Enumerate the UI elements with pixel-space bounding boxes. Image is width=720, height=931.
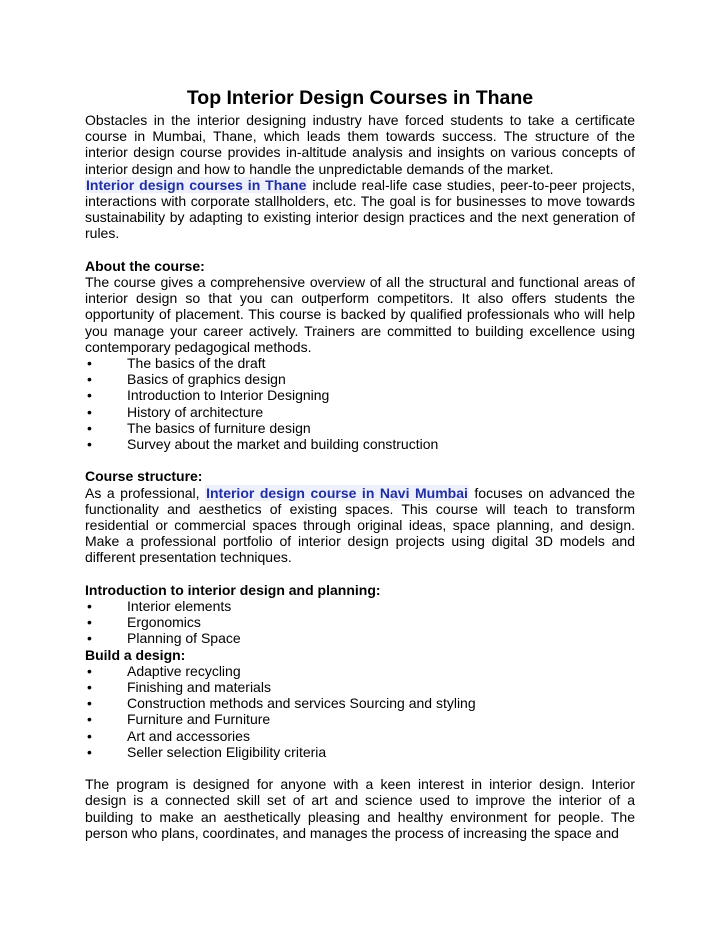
bullet-icon: • <box>87 727 92 744</box>
bullet-icon: • <box>87 743 92 760</box>
about-bullet-list <box>85 355 635 452</box>
structure-heading: Course structure: <box>85 468 203 485</box>
spacer <box>85 242 635 258</box>
bullet-icon: • <box>87 614 92 631</box>
planning-heading: Introduction to interior design and planning: <box>85 581 381 598</box>
thane-course-link[interactable]: Interior design courses in Thane <box>86 176 307 193</box>
bullet-icon: • <box>87 419 92 436</box>
list-item <box>85 436 635 452</box>
about-heading: About the course: <box>85 257 205 274</box>
program-paragraph: The program is designed for anyone with a keen interest in interior design. Interior design is a connected skill set of art and science used to improve the interior of a building to make an aesthetically pleasing and healthy environment for people. The person who plans, coordinates, and manages the process of increasing the space and <box>85 776 635 841</box>
document-page <box>85 86 635 841</box>
page-title: Top Interior Design Courses in Thane <box>186 87 534 109</box>
list-item-text: Planning of Space <box>127 630 241 647</box>
bullet-icon: • <box>87 711 92 728</box>
list-item <box>85 598 635 614</box>
about-paragraph: The course gives a comprehensive overview of all the structural and functional areas of interior design so that you can outperform competitors. It also offers students the opportunity of placement. This course is backed by qualified professionals who will help you manage your career actively. Trainers are committed to building excellence using contemporary pedagogical methods. <box>85 274 635 355</box>
bullet-icon: • <box>87 630 92 647</box>
build-bullet-list <box>85 663 635 760</box>
bullet-icon: • <box>87 403 92 420</box>
intro-paragraph-2 <box>85 177 635 242</box>
intro-paragraph-2-text: include real-life case studies, peer-to-peer projects, interactions with corporate stallholders, etc. The goal is for businesses to move towards sustainability by adapting to existing interior design practices and the next generation of rules. <box>85 176 635 242</box>
list-item <box>85 744 635 760</box>
list-item-text: Seller selection Eligibility criteria <box>127 743 327 760</box>
list-item <box>85 387 635 403</box>
list-item-text: Basics of graphics design <box>127 371 286 388</box>
spacer <box>85 760 635 776</box>
list-item <box>85 679 635 695</box>
navi-mumbai-course-link[interactable]: Interior design course in Navi Mumbai <box>206 484 468 501</box>
list-item <box>85 404 635 420</box>
list-item-text: Finishing and materials <box>127 679 271 696</box>
spacer <box>85 566 635 582</box>
list-item-text: Furniture and Furniture <box>127 711 271 728</box>
list-item-text: The basics of the draft <box>127 355 266 372</box>
list-item-text: Construction methods and services Sourcing and styling <box>127 695 476 712</box>
list-item <box>85 371 635 387</box>
list-item <box>85 614 635 630</box>
structure-paragraph <box>85 485 635 566</box>
list-item-text: The basics of furniture design <box>127 419 311 436</box>
build-heading: Build a design: <box>85 646 186 663</box>
list-item-text: Survey about the market and building construction <box>127 436 439 453</box>
structure-text-pre: As a professional, <box>85 484 206 501</box>
list-item-text: Introduction to Interior Designing <box>127 387 330 404</box>
list-item <box>85 355 635 371</box>
bullet-icon: • <box>87 662 92 679</box>
structure-text-post: focuses on advanced the functionality and aesthetics of existing spaces. This course will teach to transform residential or commercial spaces through original ideas, space planning, and design. Make a professional portfolio of interior design projects using digital 3D models and different presentation techniques. <box>85 484 636 566</box>
bullet-icon: • <box>87 371 92 388</box>
intro-paragraph: Obstacles in the interior designing industry have forced students to take a certificate course in Mumbai, Thane, which leads them towards success. The structure of the interior design course provides in-altitude analysis and insights on various concepts of interior design and how to handle the unpredictable demands of the market. <box>85 112 635 177</box>
list-item <box>85 711 635 727</box>
bullet-icon: • <box>87 387 92 404</box>
bullet-icon: • <box>87 679 92 696</box>
list-item-text: Ergonomics <box>127 614 201 631</box>
spacer <box>85 452 635 468</box>
list-item-text: History of architecture <box>127 403 264 420</box>
list-item-text: Adaptive recycling <box>127 662 241 679</box>
bullet-icon: • <box>87 598 92 615</box>
bullet-icon: • <box>87 695 92 712</box>
list-item-text: Art and accessories <box>127 727 250 744</box>
list-item <box>85 420 635 436</box>
list-item <box>85 630 635 646</box>
bullet-icon: • <box>87 355 92 372</box>
list-item <box>85 695 635 711</box>
list-item <box>85 663 635 679</box>
list-item <box>85 728 635 744</box>
planning-bullet-list <box>85 598 635 647</box>
bullet-icon: • <box>87 436 92 453</box>
list-item-text: Interior elements <box>127 598 232 615</box>
